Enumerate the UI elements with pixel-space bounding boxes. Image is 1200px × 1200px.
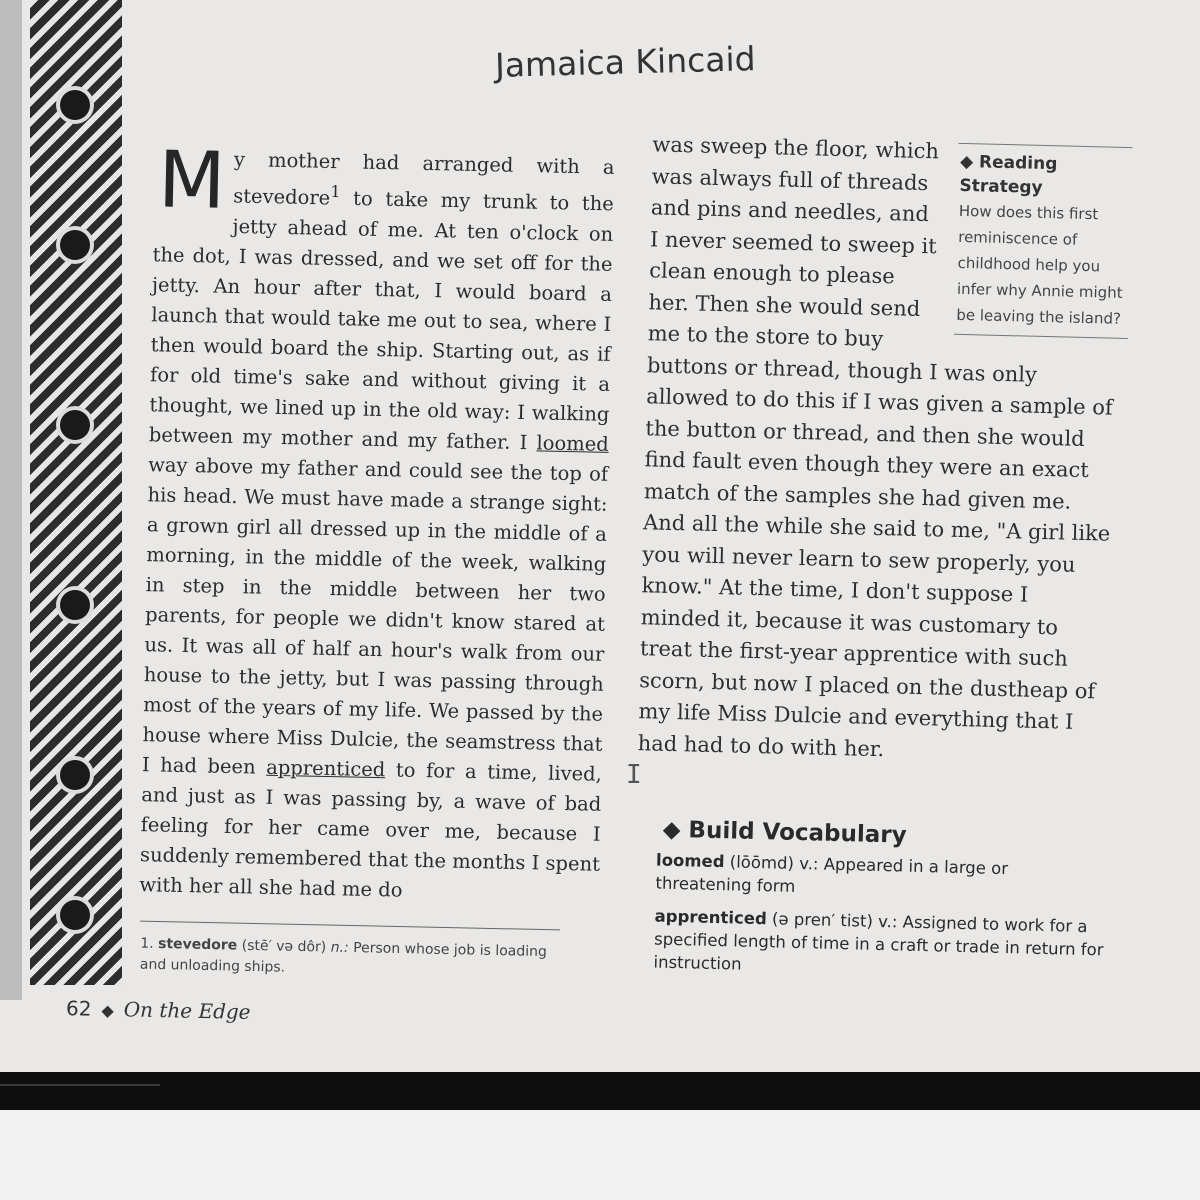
left-column xyxy=(139,135,615,909)
footnote-divider xyxy=(140,921,560,931)
vocabulary-heading: ◆ Build Vocabulary xyxy=(662,816,907,849)
footnote-number: 1. xyxy=(140,935,154,952)
border-medallion-icon xyxy=(60,410,90,440)
vocabulary-entry xyxy=(653,905,1105,985)
drop-cap: M xyxy=(157,135,227,227)
page-footer xyxy=(66,996,251,1024)
footnote-marker: 1 xyxy=(330,181,341,202)
vocabulary-definition: (ə pren′ tist) v.: Assigned to work for a specified length of time in a craft or trade in return for instruction xyxy=(653,909,1104,974)
background-surface xyxy=(0,1110,1200,1200)
border-medallion-icon xyxy=(60,230,90,260)
footnote-pronunciation: (stē′ və dôr) xyxy=(241,937,327,956)
reading-strategy-title: ◆ Reading Strategy xyxy=(959,151,1058,198)
section-name: On the Edge xyxy=(123,997,251,1024)
page-edge xyxy=(0,0,22,1000)
border-medallion-icon xyxy=(60,590,90,620)
page-number: 62 xyxy=(65,996,92,1021)
reading-strategy-question: How does this first reminiscence of childhood help you infer why Annie might be leaving the island? xyxy=(956,201,1123,328)
page-title: Jamaica Kincaid xyxy=(494,39,757,85)
footnote-definition: Person whose job is loading and unloading ships. xyxy=(139,940,548,976)
bezel-line xyxy=(0,1084,160,1086)
footnote xyxy=(140,934,561,985)
vocab-word-loomed: loomed xyxy=(536,430,610,456)
vocabulary-entry xyxy=(655,849,1106,906)
vocabulary-term: apprenticed xyxy=(654,906,768,929)
text-run: way above my father and could see the top of his head. We must have made a strange sight: a grown girl all dressed up in the middle of a morning, in the middle of the week, walking in step in the middle between her two parents, for people we didn't know stared at us. It was all of half an hour's walk from our house to the jetty, but I was passing through most of the years of my life. We passed by the house where Miss Dulcie, the seamstress that I had been xyxy=(141,452,609,779)
border-medallion-icon xyxy=(60,760,90,790)
footnote-pos: n.: xyxy=(330,939,349,956)
border-medallion-icon xyxy=(60,90,90,120)
border-medallion-icon xyxy=(60,900,90,930)
vocabulary-definition: (lōōmd) v.: Appeared in a large or threatening form xyxy=(655,852,1009,896)
text-run: to take my trunk to the jetty ahead of me. At ten o'clock on the dot, I was dressed, and we set off for the jetty. An hour after that, I would board a launch that would take me out to sea, where I then would board the ship. Starting out, as if for old time's sake and without giving it a thought, we lined up in the old way: I walking between my mother and my father. I xyxy=(148,186,615,454)
reading-strategy-box xyxy=(954,143,1133,339)
build-vocabulary xyxy=(653,817,1107,995)
right-column-text: was sweep the floor, which was always full of threads and pins and needles, and I never seemed to sweep it clean enough to please her. Then she would send me to the store to buy buttons or thread, though I was only allowed to do this if I was given a sample of the button or thread, and then she would find fault even though they were an exact match of the samples she had given me. And all the while she said to me, "A girl like you will never learn to sew properly, you know." At the time, I don't suppose I minded it, because it was customary to treat the first-year apprentice with such scorn, but now I placed on the dustheap of my life Miss Dulcie and everything that I had had to do with her. xyxy=(637,132,1113,761)
text-run: to for a time, lived, and just as I was passing by, a wave of bad feeling for her came over me, because I suddenly remembered that the months I spent with her all she had me do xyxy=(139,757,603,902)
diamond-icon: ◆ xyxy=(101,1000,114,1021)
right-column xyxy=(637,129,1122,770)
text-run: y mother had arranged with a stevedore xyxy=(232,147,615,210)
footnote-term: stevedore xyxy=(157,935,238,954)
vocab-word-apprenticed: apprenticed xyxy=(266,755,386,781)
monitor-bezel xyxy=(0,1072,1200,1112)
text-cursor-icon: I xyxy=(626,760,642,790)
vocabulary-term: loomed xyxy=(655,850,725,872)
decorative-border xyxy=(30,0,122,985)
left-column-text xyxy=(139,135,615,909)
